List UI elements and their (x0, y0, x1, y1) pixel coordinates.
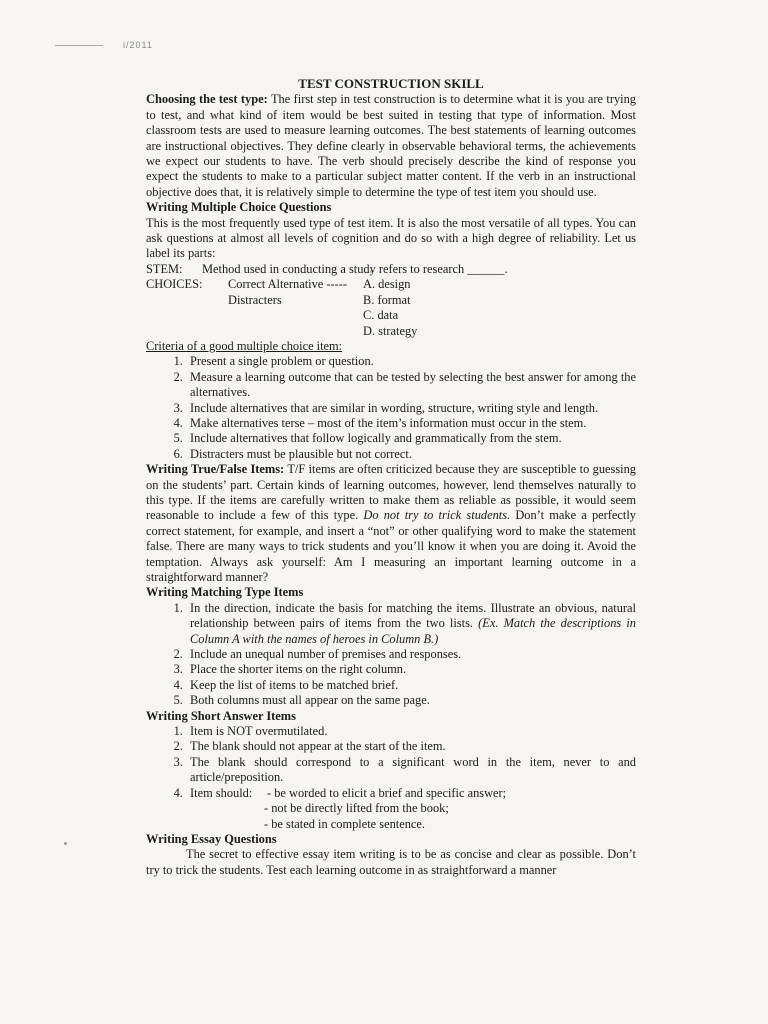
mcq-intro: This is the most frequently used type of test item. It is also the most versatile of all types. You can ask questions at almost all levels of cognition and do so with a high degree of reliability. Let us label its parts: (146, 215, 636, 261)
matching-item1-text: In the direction, indicate the basis for matching the items. Illustrate an obvious, natural relationship between pairs of items from the two lists. (190, 600, 636, 631)
stem-row (146, 262, 636, 277)
list-item: 3. The blank should correspond to a significant word in the item, never to and article/preposition. (186, 755, 636, 786)
list-item (186, 786, 636, 801)
choosing-text: The first step in test construction is to determine what it is you are trying to test, and what kind of item would be best suited in testing that type of information. Most classroom tests are used to measure learning outcomes. The best statements of learning outcomes are instructional objectives. They define clearly in observable behavioral terms, the achievements we expect our students to have. The verb should precisely describe the kind of response you expect the students to make to a particular subject matter content. If the verb in an instructional objective does that, it is relatively simple to determine the type of test item you should use. (146, 92, 636, 199)
list-item: 2. Include an unequal number of premises and responses. (186, 647, 636, 662)
short-answer-list (146, 724, 636, 801)
list-item: 2. The blank should not appear at the start of the item. (186, 739, 636, 754)
choices-row-4 (146, 324, 636, 339)
choices-label: CHOICES: (146, 277, 203, 292)
list-item (186, 601, 636, 647)
list-item: 2. Measure a learning outcome that can be tested by selecting the best answer for among the alternatives. (186, 370, 636, 401)
tf-heading: Writing True/False Items: (146, 462, 285, 477)
essay-heading: Writing Essay Questions (146, 831, 277, 846)
list-item: 5. Include alternatives that follow logically and grammatically from the stem. (186, 431, 636, 446)
option-b: B. format (363, 292, 411, 307)
list-item: 3. Place the shorter items on the right column. (186, 662, 636, 677)
page-title: TEST CONSTRUCTION SKILL (298, 76, 484, 91)
item4-line: - be worded to elicit a brief and specific answer; (267, 785, 507, 800)
option-a: A. design (363, 277, 411, 292)
stem-label: STEM: (146, 261, 183, 276)
essay-text: The secret to effective essay item writing is to be as concise and clear as possible. Don’t try to trick the students. Test each learning outcome in as straightforward a manner (146, 847, 636, 877)
correct-alternative-label: Correct Alternative ----- (228, 277, 348, 292)
criteria-heading: Criteria of a good multiple choice item: (146, 338, 343, 353)
matching-list (146, 601, 636, 709)
choices-row-1 (146, 277, 636, 292)
tf-text-2: Don’t make a perfectly correct statement, for example, and insert a “not” or other qualifying word to make the statement false. There are many ways to trick students and you’ll know it when you are doing it. Avoid the temptation. Always ask yourself: Am I measuring an important learning outcome in a straightforward manner? (146, 508, 636, 584)
document-page (146, 76, 636, 878)
tf-text-1: T/F items are often criticized because they are susceptible to guessing on the students’ part. Certain kinds of learning outcomes, however, lend themselves naturally to this type. If the items are carefully written to make them as reliable as possible, it would seem reasonable to include a few of this type. (146, 462, 636, 523)
criteria-list (146, 354, 636, 462)
option-d: D. strategy (363, 323, 418, 338)
list-item: 5. Both columns must all appear on the same page. (186, 693, 636, 708)
choices-row-3 (146, 308, 636, 323)
mcq-heading: Writing Multiple Choice Questions (146, 200, 332, 215)
distracters-label: Distracters (228, 292, 282, 307)
list-item: 4. Keep the list of items to be matched brief. (186, 678, 636, 693)
scan-speck (64, 842, 67, 845)
matching-item1-example: (Ex. Match the descriptions in Column A with the names of heroes in Column B.) (190, 616, 636, 646)
tf-italic: Do not try to trick students. (363, 508, 511, 523)
item4-line: - be stated in complete sentence. (264, 816, 426, 831)
list-item: 3. Include alternatives that are similar in wording, structure, writing style and length. (186, 401, 636, 416)
item4-line: - not be directly lifted from the book; (264, 801, 449, 816)
matching-heading: Writing Matching Type Items (146, 585, 304, 600)
item4-lead: 4. Item should: (190, 785, 253, 800)
scan-mark: i/2011 (55, 40, 153, 50)
option-c: C. data (363, 308, 399, 323)
stem-text: Method used in conducting a study refers to research ______. (202, 261, 508, 276)
list-item: 1. Item is NOT overmutilated. (186, 724, 636, 739)
choosing-paragraph (146, 92, 636, 200)
choosing-heading: Choosing the test type: (146, 92, 268, 107)
choices-row-2 (146, 293, 636, 308)
tf-paragraph (146, 462, 636, 585)
short-answer-heading: Writing Short Answer Items (146, 708, 296, 723)
list-item: 6. Distracters must be plausible but not correct. (186, 447, 636, 462)
list-item: 4. Make alternatives terse – most of the item’s information must occur in the stem. (186, 416, 636, 431)
list-item: 1. Present a single problem or question. (186, 354, 636, 369)
